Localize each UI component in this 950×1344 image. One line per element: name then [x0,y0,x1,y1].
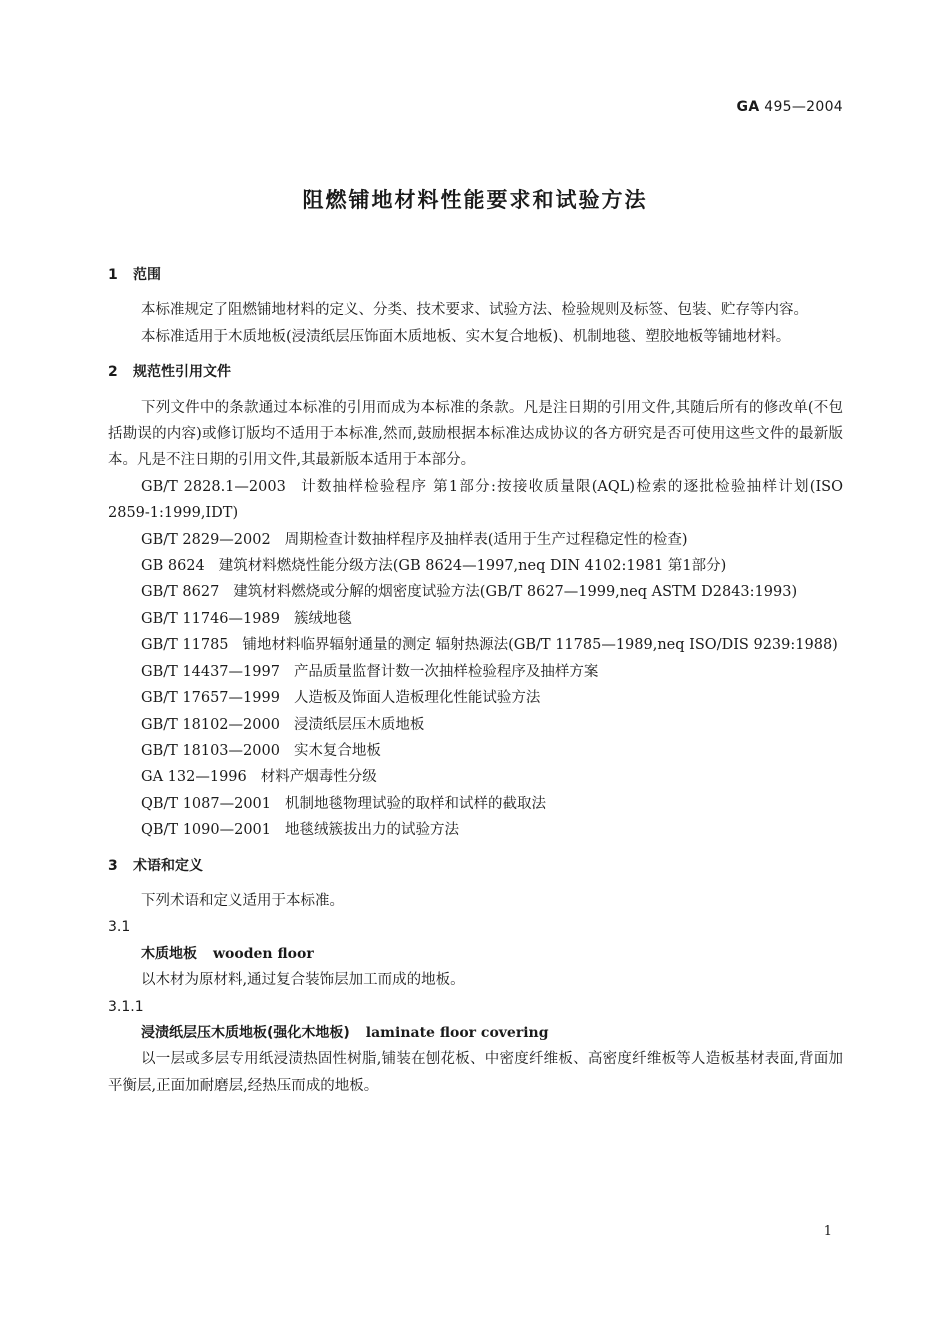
reference-title: 建筑材料燃烧性能分级方法(GB 8624—1997,neq DIN 4102:1981 第1部分) [218,558,727,575]
term-name-en: laminate floor covering [365,1024,549,1041]
reference-item [108,712,843,738]
reference-code: GB/T 2828.1—2003 [141,478,286,495]
term-name-cn: 木质地板 [141,945,197,962]
document-body [108,262,843,1099]
term-name [108,1020,843,1046]
section-title: 术语和定义 [133,857,203,874]
reference-code: GB/T 11785 [141,637,229,654]
scope-paragraph: 本标准适用于木质地板(浸渍纸层压饰面木质地板、实木复合地板)、机制地毯、塑胶地板等铺地材料。 [141,328,791,345]
reference-item [108,738,843,764]
reference-code: GB/T 8627 [141,584,220,601]
reference-item [108,606,843,632]
references-intro: 下列文件中的条款通过本标准的引用而成为本标准的条款。凡是注日期的引用文件,其随后所有的修改单(不包括勘误的内容)或修订版均不适用于本标准,然而,鼓励根据本标准达成协议的各方研究是否可使用这些文件的最新版本。凡是不注日期的引用文件,其最新版本适用于本部分。 [108,399,843,469]
term-number: 3.1 [108,919,131,936]
reference-title: 建筑材料燃烧或分解的烟密度试验方法(GB/T 8627—1999,neq ASTM D2843:1993) [233,584,798,601]
reference-item [108,474,843,527]
section-2-heading [108,359,843,385]
reference-item [108,817,843,843]
reference-code: GB/T 18102—2000 [141,716,280,733]
standard-code-number: 495—2004 [759,99,843,115]
reference-title: 产品质量监督计数一次抽样检验程序及抽样方案 [293,663,599,680]
reference-item [108,764,843,790]
document-title: 阻燃铺地材料性能要求和试验方法 [302,188,648,212]
section-3-heading [108,853,843,879]
reference-title: 浸渍纸层压木质地板 [293,716,425,733]
scope-paragraph: 本标准规定了阻燃铺地材料的定义、分类、技术要求、试验方法、检验规则及标签、包装、贮存等内容。 [141,302,808,319]
reference-code: GA 132—1996 [141,769,247,786]
reference-code: GB/T 11746—1989 [141,610,280,627]
reference-title: 地毯绒簇拔出力的试验方法 [285,822,460,839]
section-number: 1 [108,267,118,283]
reference-item [108,527,843,553]
reference-title: 材料产烟毒性分级 [260,769,377,786]
term-definition: 以木材为原材料,通过复合装饰层加工而成的地板。 [141,972,465,989]
reference-code: GB/T 18103—2000 [141,742,280,759]
term-definition: 以一层或多层专用纸浸渍热固性树脂,铺装在刨花板、中密度纤维板、高密度纤维板等人造板基材表面,背面加平衡层,正面加耐磨层,经热压而成的地板。 [108,1051,843,1094]
reference-code: GB/T 14437—1997 [141,663,280,680]
section-title: 规范性引用文件 [133,364,231,381]
reference-code: GB/T 2829—2002 [141,531,271,548]
term-name-cn: 浸渍纸层压木质地板(强化木地板) [141,1024,350,1041]
section-1-heading [108,262,843,288]
standard-code [737,99,843,115]
reference-item [108,685,843,711]
reference-title: 机制地毯物理试验的取样和试样的截取法 [285,795,547,812]
page-number: 1 [823,1224,832,1239]
reference-title: 实木复合地板 [293,742,381,759]
reference-code: QB/T 1087—2001 [141,795,272,812]
section-number: 3 [108,857,118,874]
reference-title: 簇绒地毯 [293,610,352,627]
reference-item [108,791,843,817]
section-number: 2 [108,364,118,381]
section-title: 范围 [133,267,161,283]
reference-code: GB 8624 [141,558,205,575]
reference-title: 人造板及饰面人造板理化性能试验方法 [293,690,541,707]
reference-title: 周期检查计数抽样程序及抽样表(适用于生产过程稳定性的检查) [284,531,688,548]
term-name [108,941,843,967]
term-number: 3.1.1 [108,998,144,1015]
reference-item [108,659,843,685]
reference-title: 计数抽样检验程序 第1部分:按接收质量限(AQL)检索的逐批检验抽样计划(ISO 2859-1:1999,IDT) [108,478,844,522]
reference-code: GB/T 17657—1999 [141,690,280,707]
reference-code: QB/T 1090—2001 [141,822,272,839]
reference-item [108,579,843,605]
standard-code-prefix: GA [736,99,760,115]
terms-intro: 下列术语和定义适用于本标准。 [141,892,344,909]
reference-title: 铺地材料临界辐射通量的测定 辐射热源法(GB/T 11785—1989,neq ISO/DIS 9239:1988) [242,637,838,654]
reference-item [108,553,843,579]
term-name-en: wooden floor [213,945,314,962]
reference-item [108,632,843,658]
